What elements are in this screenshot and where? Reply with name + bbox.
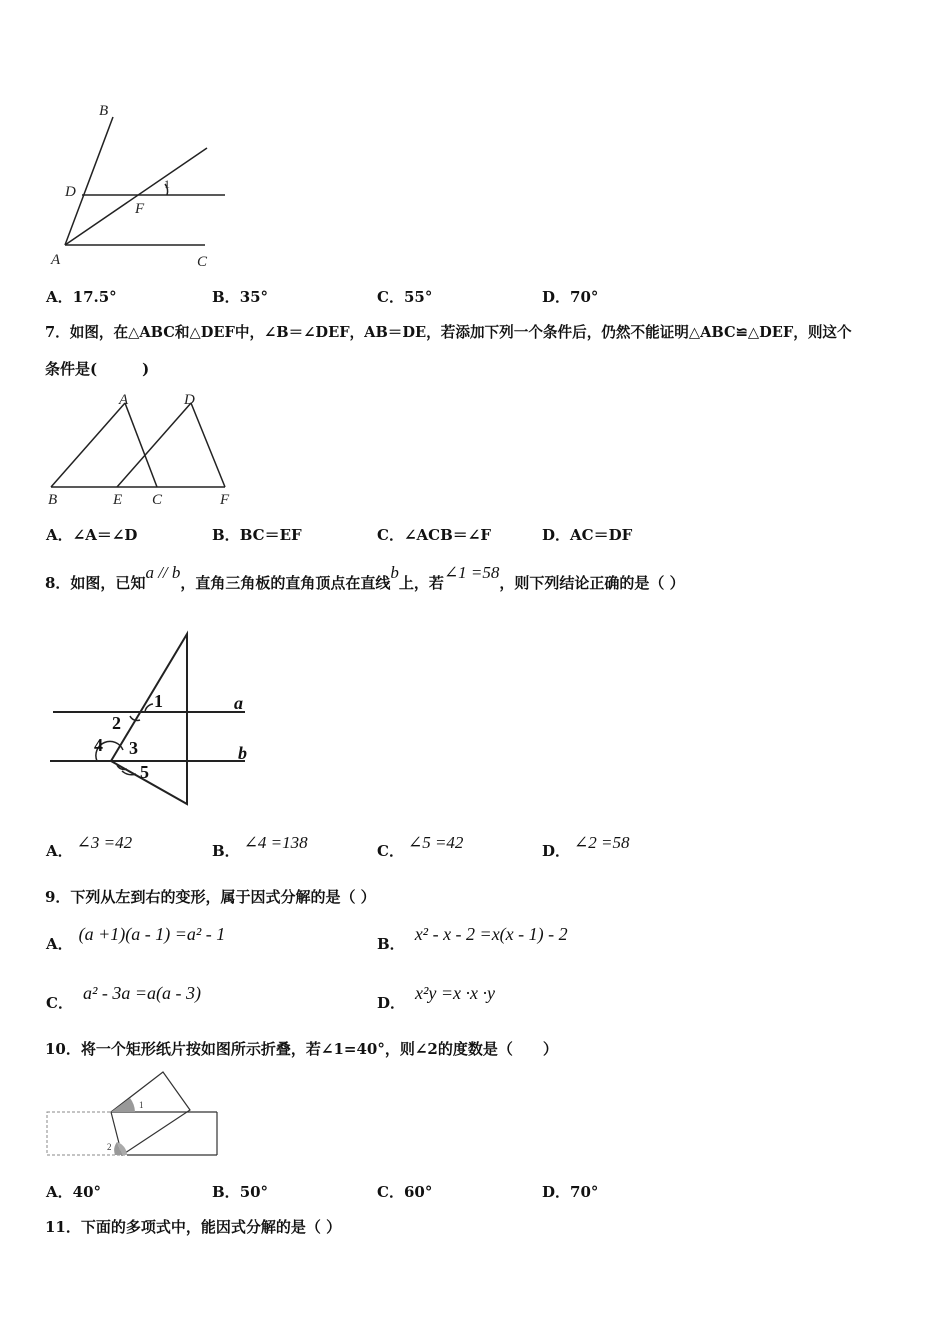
fig7-label-e: E [113,492,123,508]
q6-option-c[interactable]: C．55° [377,288,433,306]
figure-q10 [45,1068,223,1160]
q8-math-angle: ∠1 =58 [443,563,500,582]
q8-stem: 8．如图，已知a // b，直角三角板的直角顶点在直线b上，若∠1 =58，则下列结论正确的是（ ） [45,563,685,592]
fig10-label-1: 1 [139,1100,144,1110]
fig6-label-1: 1 [164,177,170,191]
fig7-label-a: A [119,392,129,408]
q11-stem: 11．下面的多项式中，能因式分解的是（ ） [45,1218,342,1236]
q10-stem: 10．将一个矩形纸片按如图所示折叠，若∠1=40°，则∠2的度数是（ ） [45,1040,558,1058]
q9-option-c[interactable]: C． a² - 3a =a(a - 3) [46,983,201,1012]
fig10-label-2: 2 [107,1142,112,1152]
q8-option-c[interactable]: C． ∠5 =42 [377,833,464,860]
q8-math-b: b [390,563,399,582]
q6-option-d[interactable]: D．70° [542,288,599,306]
fig7-label-f: F [220,492,230,508]
q7-stem-line1: 7．如图，在△ABC和△DEF中，∠B＝∠DEF，AB＝DE，若添加下列一个条件后，仍然不能证明△ABC≌△DEF，则这个 [45,324,852,341]
fig7-label-d: D [184,392,195,408]
q7-stem-line2: 条件是( ) [45,360,150,378]
fig8-label-4: 4 [94,735,103,755]
fig7-label-b: B [48,492,58,508]
q7-option-c[interactable]: C．∠ACB＝∠F [377,526,491,544]
q9-option-d[interactable]: D． x²y =x ·x ·y [377,983,496,1012]
fig6-label-a: A [51,252,61,268]
q9-option-b[interactable]: B． x² - x - 2 =x(x - 1) - 2 [377,924,568,953]
fig7-label-c: C [152,492,163,508]
fig8-label-1: 1 [154,691,163,711]
fig8-label-5: 5 [140,762,149,782]
q10-option-b[interactable]: B．50° [212,1183,269,1201]
figure-q8 [45,628,270,808]
q9-option-a[interactable]: A． (a +1)(a - 1) =a² - 1 [46,924,226,953]
fig6-label-b: B [99,103,109,119]
q8-option-b[interactable]: B． ∠4 =138 [212,833,308,860]
fig8-label-2: 2 [112,713,121,733]
figure-q6 [45,100,235,272]
q8-math-parallel: a // b [145,563,181,582]
fig8-label-a: a [234,693,243,713]
fig6-label-f: F [135,201,145,217]
q8-option-d[interactable]: D． ∠2 =58 [542,833,630,860]
q9-stem: 9．下列从左到右的变形，属于因式分解的是（ ） [45,888,376,906]
fig6-label-d: D [65,184,76,200]
q8-option-a[interactable]: A． ∠3 =42 [46,833,133,860]
q7-option-b[interactable]: B．BC＝EF [212,526,302,544]
fig8-label-3: 3 [129,738,138,758]
fig6-label-c: C [197,254,208,270]
q6-option-b[interactable]: B．35° [212,288,269,306]
q10-option-c[interactable]: C．60° [377,1183,433,1201]
q6-option-a[interactable]: A．17.5° [46,288,117,306]
q10-option-a[interactable]: A．40° [46,1183,102,1201]
fig8-label-b: b [238,743,247,763]
q7-option-a[interactable]: A．∠A＝∠D [46,526,138,544]
q7-option-d[interactable]: D．AC＝DF [542,526,633,544]
q10-option-d[interactable]: D．70° [542,1183,599,1201]
figure-q7 [45,388,240,510]
